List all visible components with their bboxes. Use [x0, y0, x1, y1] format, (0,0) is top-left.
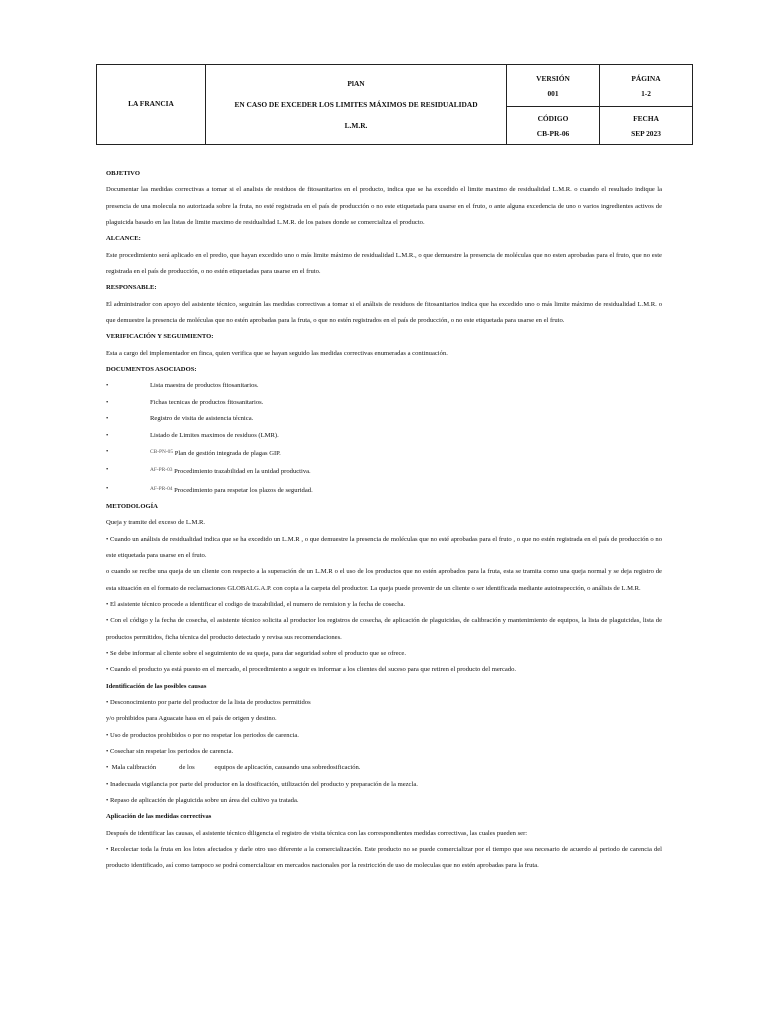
document-item: Listado de Limites maximos de residuos (LMR). — [150, 431, 279, 439]
metodologia-paragraph: o cuando se recibe una queja de un cliente con respecto a la superación de un L.M.R o el uso de los productos que no estén aprobados para la fruta, esta se tramita como una queja normal y se deja registro de esta situación en el formato de reclamaciones GLOBALG.A.P. con copia a la carpeta del productor. La queja puede provenir de un cliente o ser identificada mediante autoinspección, o análisis de L.M.R. — [106, 568, 662, 592]
date-cell — [600, 107, 693, 145]
document-item: Registro de visita de asistencia técnica. — [150, 415, 254, 423]
document-item: Plan de gestión integrada de plagas GIP. — [173, 449, 281, 457]
section-heading-causas: Identificación de las posibles causas — [106, 682, 207, 690]
bullet: • — [106, 447, 109, 455]
document-body — [106, 166, 662, 875]
metodologia-paragraph: • El asistente técnico procede a identificar el codigo de trazabilidad, el numero de remision y la fecha de cosecha. — [106, 600, 406, 608]
document-item: Procedimiento para respetar los plazos de seguridad. — [172, 486, 313, 494]
list-item — [106, 481, 662, 499]
metodologia-paragraph: • Cuando un análisis de residualidad indica que se ha excedido un L.M.R , o que demuestre la presencia de moléculas que no esté aprobadas para el fruto , o que no estén registrada en el país de producción o no este etiquetada para usarse en el fruto. — [106, 535, 662, 559]
section-heading-responsable: RESPONSABLE: — [106, 284, 157, 292]
section-heading-documentos: DOCUMENTOS ASOCIADOS: — [106, 366, 197, 374]
aplicacion-paragraph: • Recolectar toda la fruta en los lotes afectados y darle otro uso diferente a la comercialización. Este producto no se puede comercializar por el tiempo que sea necesario de acuerdo al periodo de carencia del producto identificado, así como tampoco se podrá comercializar en mercados nacionales por la restricción de uso de moleculas que no estén aprobadas para la fruta. — [106, 846, 662, 870]
page-label: PÁGINA — [631, 73, 661, 83]
page-value: 1-2 — [641, 88, 651, 98]
title-line-1: PlAN — [347, 79, 365, 88]
section-heading-metodologia: METODOLOGÍA — [106, 502, 158, 510]
section-heading-alcance: ALCANCE: — [106, 235, 141, 243]
objetivo-text: Documentar las medidas correctivas a tomar si el analisis de residuos de fitosanitarios en el producto, indica que se ha excedido el limite maximo de residualidad L.M.R. o cuando el resultado indique la presencia de una molecula no autorizada sobre la fruta, no esté registrada en el país de producción o no este etiquetada para usarse en el fruto, o ante alguna excedencia de uno o varios ingredientes activos de plaguicida basado en las listas de limite maximo de residualidad L.M.R. de los paises donde se comercializa el producto. — [106, 186, 662, 227]
version-label: VERSIÓN — [536, 73, 570, 83]
responsable-text: El administrador con apoyo del asistente técnico, seguirán las medidas correctivas a tomar si el análisis de residuos de fitosanitarios indica que ha excedido uno o más limite máximo de residualidad L.M.R. o que demuestre la presencia de moléculas que no estén aprobadas para la fruta, o que no estén registrados en el país de producción, o no este etiquetada para usarse en el fruto. — [106, 300, 662, 325]
document-item: Fichas tecnicas de productos fitosanitarios. — [150, 398, 264, 406]
bullet: • — [106, 398, 109, 406]
bullet: • — [106, 415, 109, 423]
code-label: CÓDIGO — [537, 113, 569, 123]
bullet: • — [106, 484, 109, 492]
page-cell — [600, 65, 693, 107]
title-line-3: L.M.R. — [344, 121, 368, 130]
document-header-table — [96, 64, 693, 145]
metodologia-paragraph: • Se debe informar al cliente sobre el seguimiento de su queja, para dar seguridad sobre el producto que se ofrece. — [106, 649, 407, 657]
date-label: FECHA — [633, 113, 659, 123]
document-code: AF-PR-03 — [150, 467, 173, 474]
version-cell — [507, 65, 600, 107]
bullet: • — [106, 382, 109, 390]
bullet: • — [106, 466, 109, 474]
causa-item: y/o prohibidos para Aguacate hass en el país de origen y destino. — [106, 715, 277, 723]
list-item — [106, 411, 662, 427]
causa-item: • Mala calibración de los equipos de aplicación, causando una sobredosificación. — [106, 764, 361, 772]
section-heading-objetivo: OBJETIVO — [106, 170, 140, 177]
causa-item: • Cosechar sin respetar los periodos de carencia. — [106, 748, 234, 756]
causa-item: • Uso de productos prohibidos o por no respetar los periodos de carencia. — [106, 731, 299, 739]
metodologia-paragraph: • Cuando el producto ya está puesto en el mercado, el procedimiento a seguir es informar a los clientes del suceso para que retiren el producto del mercado. — [106, 666, 517, 674]
code-cell — [507, 107, 600, 145]
document-title — [206, 65, 507, 145]
company-name: LA FRANCIA — [97, 65, 206, 145]
date-value: SEP 2023 — [631, 128, 661, 138]
metodologia-paragraph: • Con el código y la fecha de cosecha, el asistente técnico solicita al productor los registros de cosecha, de aplicación de plaguicidas, de calibración y mantenimiento de equipos, la lista de plaguicidas, lista de productos permitidos, ficha técnica del producto detectado y revisa sus recomendaciones. — [106, 617, 662, 641]
code-value: CB-PR-06 — [536, 128, 570, 138]
list-item — [106, 444, 662, 462]
document-item: Lista maestra de productos fitosanitarios. — [150, 382, 259, 390]
version-value: 001 — [547, 88, 559, 98]
section-heading-verificacion: VERIFICACIÓN Y SEGUIMIENTO: — [106, 333, 214, 341]
list-item — [106, 378, 662, 394]
alcance-text: Este procedimiento será aplicado en el predio, que hayan excedido uno o más limite máximo de residualidad L.M.R., o que demuestre la presencia de moléculas que no esten aprobadas para el fruto, que no este registrada en el país de producción, o no estén etiquetadas para usarse en el fruto. — [106, 251, 662, 276]
title-line-2: EN CASO DE EXCEDER LOS LIMITES MÁXIMOS DE RESIDUALIDAD — [234, 100, 478, 109]
causa-item: • Inadecuada vigilancia por parte del productor en la dosificación, utilización del producto y preparación de la mezcla. — [106, 780, 418, 788]
document-code: CB-PN-05 — [150, 448, 174, 455]
verificacion-text: Esta a cargo del implementador en finca, quien verifica que se hayan seguido las medidas correctivas enumeradas a continuación. — [106, 349, 448, 357]
section-heading-aplicacion: Aplicación de las medidas correctivas — [106, 813, 212, 821]
metodologia-subtitle: Queja y tramite del exceso de L.M.R. — [106, 519, 206, 527]
list-item — [106, 462, 662, 480]
document-item: Procedimiento trazabilidad en la unidad productiva. — [172, 468, 311, 476]
list-item — [106, 395, 662, 411]
aplicacion-paragraph: Después de identificar las causas, el asistente técnico diligencia el registro de visita técnica con las correspondientes medidas correctivas, las cuales pueden ser: — [106, 829, 528, 837]
bullet: • — [106, 431, 109, 439]
causa-item: • Repaso de aplicación de plaguicida sobre un área del cultivo ya tratada. — [106, 797, 299, 805]
list-item — [106, 428, 662, 444]
causa-item: • Desconocimiento por parte del productor de la lista de productos permitidos — [106, 699, 311, 706]
document-code: AF-PR-04 — [150, 485, 173, 492]
